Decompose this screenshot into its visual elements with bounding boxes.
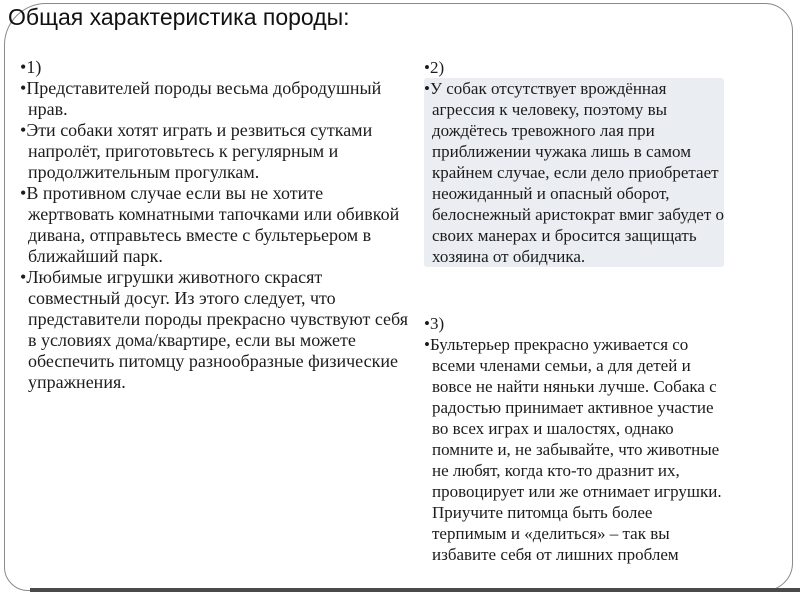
bullet-item-1-label: • 1) [20, 57, 412, 78]
slide-bottom-shadow-bar [30, 588, 800, 592]
left-text-column [20, 57, 412, 393]
bullet-item-family: • Бультерьер прекрасно уживается со всеми членами семьи, а для детей и вовсе не найти няньки лучше. Собака с радостью принимает активное участие во всех играх и шалостях, однако помните и, не забывайте, что животные не любят, когда кто-то дразнит их, провоцирует или же отнимает игрушки. Приучите питомца быть более терпимым и «делиться» – так вы избавите себя от лишних проблем [424, 334, 724, 565]
right-text-column [424, 57, 724, 565]
bullet-item-3-label: • 3) [424, 313, 724, 334]
bullet-item-play: • Эти собаки хотят играть и резвиться сутками напролёт, приготовьтесь к регулярным и продолжительным прогулкам. [20, 120, 412, 183]
slide-title: Общая характеристика породы: [8, 4, 350, 30]
bullet-item-2-label: • 2) [424, 57, 724, 78]
bullet-item-temperament: • Представителей породы весьма добродушный нрав. [20, 78, 412, 120]
bullet-item-aggression-highlighted: • У собак отсутствует врождённая агрессия к человеку, поэтому вы дождётесь тревожного лая при приближении чужака лишь в самом крайнем случае, если дело приобретает неожиданный и опасный оборот, белоснежный аристократ вмиг забудет о своих манерах и бросится защищать хозяина от обидчика. [424, 78, 724, 267]
bullet-item-toys: • Любимые игрушки животного скрасят совместный досуг. Из этого следует, что представители породы прекрасно чувствуют себя в условиях дома/квартире, если вы можете обеспечить питомцу разнообразные физические упражнения. [20, 267, 412, 393]
bullet-item-walks: • В противном случае если вы не хотите жертвовать комнатными тапочками или обивкой дивана, отправьтесь вместе с бультерьером в ближайший парк. [20, 183, 412, 267]
